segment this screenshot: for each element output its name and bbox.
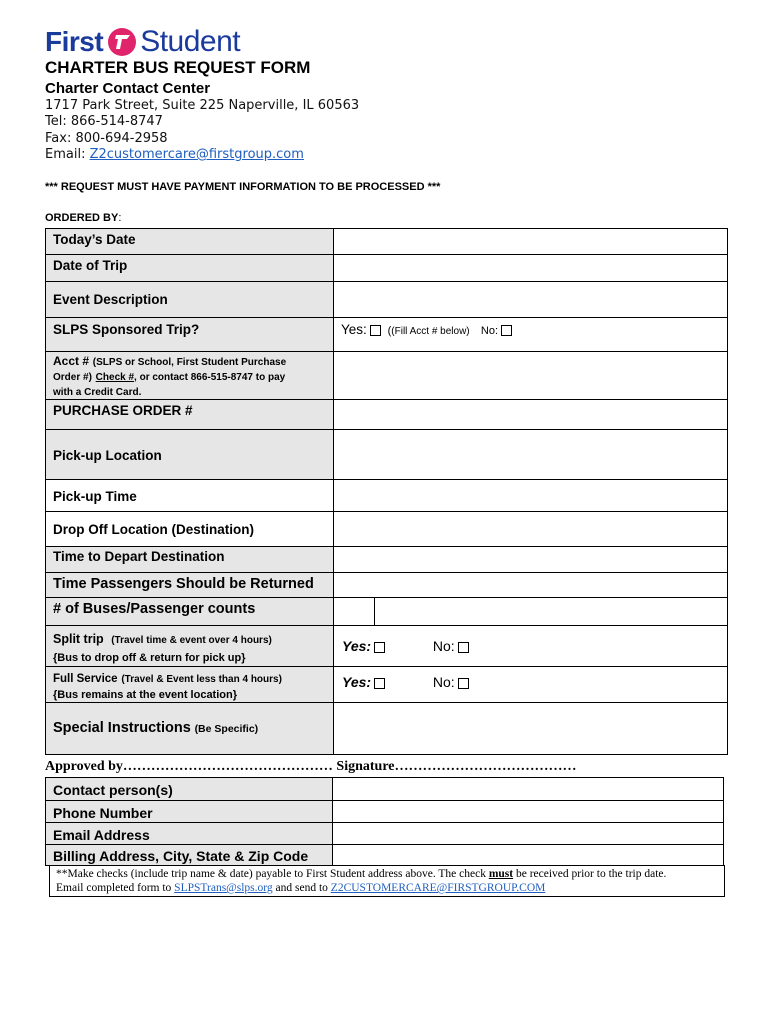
acct-detail-3: with a Credit Card. — [53, 387, 142, 398]
acct-detail-1: (SLPS or School, First Student Purchase — [92, 357, 287, 368]
full-service-label — [46, 667, 334, 703]
event-description-label: Event Description — [46, 282, 334, 318]
special-instructions-label — [46, 703, 334, 755]
note-part2: be received prior to the trip date. — [513, 868, 667, 880]
event-description-field[interactable] — [334, 282, 728, 318]
first-student-swoosh-icon — [107, 27, 137, 57]
email-address-field[interactable] — [333, 823, 724, 845]
time-returned-label: Time Passengers Should be Returned — [46, 573, 334, 598]
slps-email-link[interactable]: SLPSTrans@slps.org — [174, 882, 273, 894]
special-instructions-field[interactable] — [334, 703, 728, 755]
purchase-order-label: PURCHASE ORDER # — [46, 400, 334, 430]
time-depart-field[interactable] — [334, 547, 728, 573]
date-of-trip-label: Date of Trip — [46, 255, 334, 282]
full-no-checkbox[interactable] — [458, 678, 469, 689]
slps-no-checkbox[interactable] — [501, 325, 512, 336]
slps-sponsored-label: SLPS Sponsored Trip? — [46, 318, 334, 352]
pickup-location-label: Pick-up Location — [46, 430, 334, 480]
slps-yes-label: Yes: — [341, 322, 367, 337]
split-detail-1: (Travel time & event over 4 hours) — [111, 635, 272, 646]
slps-yes-checkbox[interactable] — [370, 325, 381, 336]
full-detail-2: {Bus remains at the event location} — [53, 689, 237, 701]
ordered-by-label — [45, 212, 121, 224]
split-trip-field — [334, 626, 728, 667]
page-title: CHARTER BUS REQUEST FORM — [45, 58, 311, 77]
first-student-logo — [45, 26, 240, 58]
split-trip-title: Split trip — [53, 632, 104, 646]
email-address-label: Email Address — [46, 823, 333, 845]
dropoff-location-field[interactable] — [334, 512, 728, 547]
passenger-count-field[interactable] — [375, 598, 728, 626]
contact-persons-field[interactable] — [333, 778, 724, 801]
fs-email-link[interactable]: Z2CUSTOMERCARE@FIRSTGROUP.COM — [330, 882, 546, 894]
full-service-field — [334, 667, 728, 703]
full-no-label: No: — [432, 674, 455, 690]
note-part1: **Make checks (include trip name & date) payable to First Student address above. The check — [56, 868, 489, 880]
special-instructions-title: Special Instructions — [53, 720, 191, 736]
date-of-trip-field[interactable] — [334, 255, 728, 282]
todays-date-field[interactable] — [334, 229, 728, 255]
pickup-time-field[interactable] — [334, 480, 728, 512]
buses-counts-label: # of Buses/Passenger counts — [46, 598, 334, 626]
approved-signature-line: Approved by……………………………………… Signature………………………………… — [45, 759, 577, 774]
full-yes-label: Yes: — [342, 674, 372, 690]
billing-address-label: Billing Address, City, State & Zip Code — [46, 845, 333, 866]
acct-check: Check # — [95, 372, 135, 383]
order-form-table — [45, 228, 728, 755]
fax-line: Fax: 800-694-2958 — [45, 131, 168, 146]
logo-student-text: Student — [140, 25, 241, 58]
time-depart-label: Time to Depart Destination — [46, 547, 334, 573]
buses-count-field[interactable] — [334, 598, 375, 626]
split-yes-checkbox[interactable] — [374, 642, 385, 653]
pickup-time-label: Pick-up Time — [46, 480, 334, 512]
slps-sponsored-field — [334, 318, 728, 352]
note-line2b: and send to — [272, 882, 331, 894]
note-line2a: Email completed form to — [56, 882, 175, 894]
full-yes-checkbox[interactable] — [374, 678, 385, 689]
pickup-location-field[interactable] — [334, 430, 728, 480]
todays-date-label: Today’s Date — [46, 229, 334, 255]
split-trip-label — [46, 626, 334, 667]
ordered-by-text: ORDERED BY — [45, 212, 119, 224]
tel-line: Tel: 866-514-8747 — [45, 114, 163, 129]
phone-label: Phone Number — [46, 801, 333, 823]
phone-field[interactable] — [333, 801, 724, 823]
dropoff-location-label: Drop Off Location (Destination) — [46, 512, 334, 547]
slps-fill-text: (Fill Acct # below) — [391, 326, 470, 337]
time-returned-field[interactable] — [334, 573, 728, 598]
full-detail-1: (Travel & Event less than 4 hours) — [121, 674, 282, 685]
split-no-label: No: — [432, 638, 455, 654]
acct-field[interactable] — [334, 352, 728, 400]
split-yes-label: Yes: — [342, 638, 372, 654]
acct-detail-2a: Order #) — [53, 372, 92, 383]
slps-no-label: No: — [480, 325, 499, 337]
split-detail-2: {Bus to drop off & return for pick up} — [53, 652, 246, 664]
ordered-by-colon: : — [118, 212, 122, 224]
logo-first-text: First — [45, 26, 104, 57]
billing-address-field[interactable] — [333, 845, 724, 866]
purchase-order-field[interactable] — [334, 400, 728, 430]
full-service-title: Full Service — [53, 673, 118, 685]
payment-notice: *** REQUEST MUST HAVE PAYMENT INFORMATION TO BE PROCESSED *** — [45, 181, 441, 193]
email-link[interactable]: Z2customercare@firstgroup.com — [89, 147, 304, 162]
slps-fill-note: ( — [384, 325, 392, 337]
email-label: Email: — [45, 147, 90, 162]
split-no-checkbox[interactable] — [458, 642, 469, 653]
special-detail: (Be Specific) — [194, 723, 259, 735]
contact-table — [45, 777, 724, 866]
acct-title: Acct # — [53, 354, 90, 368]
contact-center-heading: Charter Contact Center — [45, 80, 211, 97]
acct-label — [46, 352, 334, 400]
email-line — [45, 147, 304, 162]
note-must: must — [488, 868, 514, 880]
payment-note — [49, 865, 725, 897]
address-line: 1717 Park Street, Suite 225 Naperville, IL 60563 — [45, 98, 360, 113]
acct-detail-2b: , or contact 866-515-8747 to pay — [134, 372, 286, 383]
contact-persons-label: Contact person(s) — [46, 778, 333, 801]
